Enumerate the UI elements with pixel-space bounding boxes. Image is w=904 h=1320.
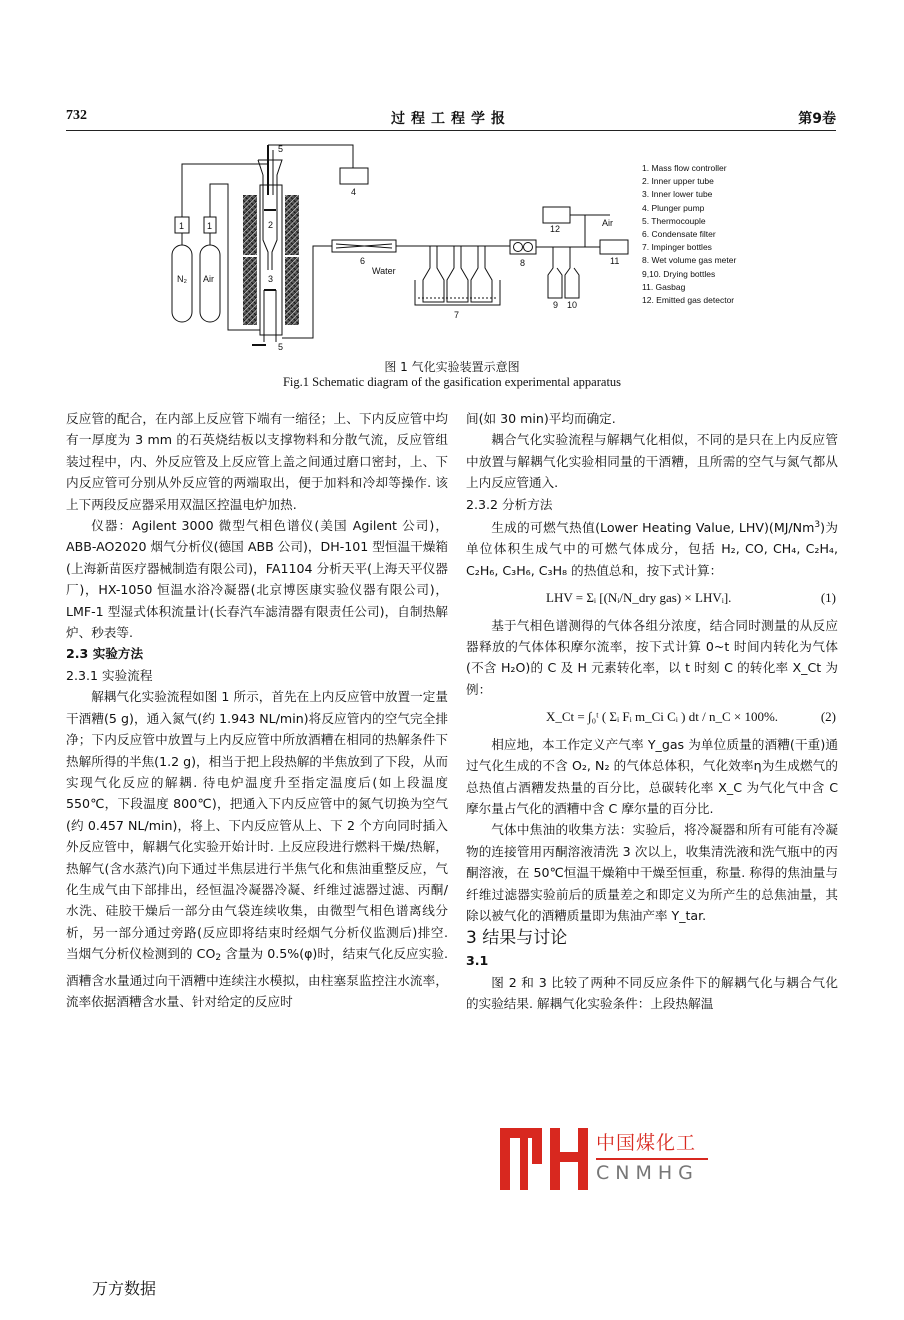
legend-item: 6. Condensate filter (642, 229, 716, 240)
source-footer: 万方数据 (92, 1279, 157, 1298)
watermark-logo (500, 1128, 720, 1188)
paragraph: 解耦气化实验流程如图 1 所示，首先在上内反应管中放置一定量干酒糟(5 g)，通入氮气(约 1.943 NL/min)将反应管内的空气完全排净；下内反应管中放置与上内反应管中所放酒糟在相同的热解条件下热解所得的半焦(1.2 g)，相当于把上段热解的半焦放到了下段，从而实现气化反应的解耦. 待电炉温度升至指定温度后(如上段温度 550℃，下段温度 800℃)，把通入下内反应管中的氮气切换为空气(约 0.457 NL/min)，将上、下内反应管从上、下 2 个方向同时插入外反应管中，解耦气化实验开始计时. 上反应段进行燃料干燥/热解，热解气(含水蒸汽)向下通过半焦层进行半焦气化和焦油重整反应，气化生成气由下部排出，经恒温冷凝器冷凝、纤维过滤器过滤、丙酮/水洗、硅胶干燥后一部分由气袋连续收集，由微型气相色谱离线分析，另一部分通过旁路(反应即将结束时经烟气分析仪监测后)排空. 当烟气分析仪检测到的 $CO_2$ 含量为 0.5%(φ)时，结束气化反应实验. 酒糟含水量通过向干酒糟中连续注水模拟，由柱塞泵监控注水流率，流率依据酒糟含水量、针对给定的反应时 (66, 689, 449, 1009)
section-heading-2-3-1: 2.3.1 实验流程 (66, 667, 153, 683)
watermark-en-text: CNMHG (596, 1162, 699, 1184)
journal-title: 过程工程学报 (391, 111, 511, 127)
svg-text:Water: Water (372, 266, 396, 276)
svg-text:8: 8 (520, 258, 526, 268)
paragraph: 间(如 30 min)平均而确定. (466, 411, 616, 426)
svg-text:6: 6 (360, 256, 366, 266)
legend-item: 9,10. Drying bottles (642, 268, 716, 279)
legend-item: 7. Impinger bottles (642, 242, 712, 253)
legend-item: 2. Inner upper tube (642, 176, 714, 187)
svg-text:1: 1 (179, 221, 185, 231)
svg-text:10: 10 (567, 300, 578, 310)
svg-text:9: 9 (553, 300, 559, 310)
svg-text:4: 4 (351, 187, 357, 197)
section-heading-3: 3 结果与讨论 (466, 928, 568, 949)
svg-text:12: 12 (550, 224, 561, 234)
paragraph: 生成的可燃气热值(Lower Heating Value, LHV)(MJ/Nm$^3$)为单位体积生成气中的可燃气体成分，包括 H₂, CO, CH₄, C₂H₄, C₂H₆, C₃H₆, C₃H₈ 的热值总和，按下式计算： (466, 520, 838, 578)
svg-text:5: 5 (278, 342, 284, 352)
right-column (466, 408, 838, 1015)
running-header (66, 108, 836, 131)
left-column (66, 408, 448, 1012)
figure-legend (642, 162, 736, 307)
equation-number: (1) (820, 590, 836, 606)
svg-text:Air: Air (602, 218, 613, 228)
legend-item: 8. Wet volume gas meter (642, 255, 737, 266)
svg-text:N₂: N₂ (177, 274, 187, 284)
legend-item: 5. Thermocouple (642, 215, 706, 226)
equation-body: X_Ct = ∫₀ᵗ ( Σᵢ Fᵢ m_Ci Cᵢ ) dt / n_C × 100%. (546, 709, 779, 725)
legend-item: 1. Mass flow controller (642, 163, 727, 173)
equation-2 (466, 700, 838, 733)
watermark-cn-text: 中国煤化工 (596, 1132, 697, 1154)
paragraph: 气体中焦油的收集方法：实验后，将冷凝器和所有可能有冷凝物的连接管用丙酮溶液清洗 3 次以上，收集清洗液和洗气瓶中的丙酮溶液，在 50℃恒温干燥箱中干燥至恒重，称量. 称得的焦油量与纤维过滤器实验前后的质量差之和即定义为所产生的总焦油量，其除以被气化的酒糟质量即为焦油产率 Y_tar. (466, 822, 838, 923)
svg-text:2: 2 (268, 220, 274, 230)
paragraph: 基于气相色谱测得的气体各组分浓度，结合同时测量的从反应器释放的气体体积摩尔流率，按下式计算 0~t 时间内转化为气体(不含 H₂O)的 C 及 H 元素转化率，以 t 时刻 C 的转化率 X_Ct 为例： (466, 617, 838, 697)
section-heading-2-3-2: 2.3.2 分析方法 (466, 496, 553, 512)
paragraph: 仪器：Agilent 3000 微型气相色谱仪(美国 Agilent 公司)，ABB-AO2020 烟气分析仪(德国 ABB 公司)，DH-101 型恒温干燥箱(上海新苗医疗器械制造有限公司)，FA1104 分析天平(上海天平仪器厂)，HX-1050 恒温水浴冷凝器(北京博医康实验仪器有限公司)，LMF-1 型湿式体积流量计(长春汽车滤清器有限责任公司)，自制热解炉、秒表等. (66, 518, 448, 641)
legend-item: 12. Emitted gas detector (642, 295, 735, 306)
legend-item: 4. Plunger pump (642, 202, 705, 213)
paragraph: 反应管的配合，在内部上反应管下端有一缩径；上、下内反应管中均有一厚度为 3 mm 的石英烧结板以支撑物料和分散气流，反应管组装过程中，内、外反应管及上反应管上盖之间通过磨口密封，上、下内反应管可分别从外反应管的两端取出，便于加料和冷却等操作. 该上下两段反应器采用双温区控温电炉加热. (66, 411, 448, 512)
volume-label: 第9卷 (798, 111, 836, 127)
equation-1 (466, 581, 838, 614)
figure-caption-en: Fig.1 Schematic diagram of the gasification experimental apparatus (282, 375, 622, 389)
page-number: 732 (66, 108, 87, 123)
paragraph: 图 2 和 3 比较了两种不同反应条件下的解耦气化与耦合气化的实验结果. 解耦气化实验条件：上段热解温 (466, 974, 838, 1012)
mh-logo-icon (500, 1128, 590, 1190)
svg-text:11: 11 (610, 256, 620, 266)
paragraph: 耦合气化实验流程与解耦气化相似，不同的是只在上内反应管中放置与解耦气化实验相同量的干酒糟，且所需的空气与氮气都从上内反应管通入. (466, 432, 838, 491)
svg-text:5: 5 (278, 144, 284, 154)
svg-text:1: 1 (207, 221, 213, 231)
equation-number: (2) (820, 709, 836, 725)
legend-item: 11. Gasbag (642, 281, 686, 292)
equation-body: LHV = Σᵢ [(Nᵢ/N_dry gas) × LHVᵢ]. (546, 590, 732, 606)
figure-caption-cn: 图 1 气化实验装置示意图 (384, 360, 520, 374)
section-heading-2-3: 2.3 实验方法 (66, 646, 144, 662)
paragraph: 相应地，本工作定义产气率 Y_gas 为单位质量的酒糟(干重)通过气化生成的不含 O₂, N₂ 的气体总体积，气化效率η为生成燃气的总热值占酒糟发热量的百分比，总碳转化率 X_C 为气化气中含 C 摩尔量占气化的酒糟中含 C 摩尔量的百分比. (466, 736, 838, 816)
legend-item: 3. Inner lower tube (642, 189, 713, 200)
svg-text:Air: Air (203, 274, 214, 284)
section-heading-3-1: 3.1 (466, 953, 489, 969)
watermark-divider (596, 1158, 708, 1160)
svg-text:3: 3 (268, 274, 274, 284)
svg-text:7: 7 (454, 310, 460, 320)
